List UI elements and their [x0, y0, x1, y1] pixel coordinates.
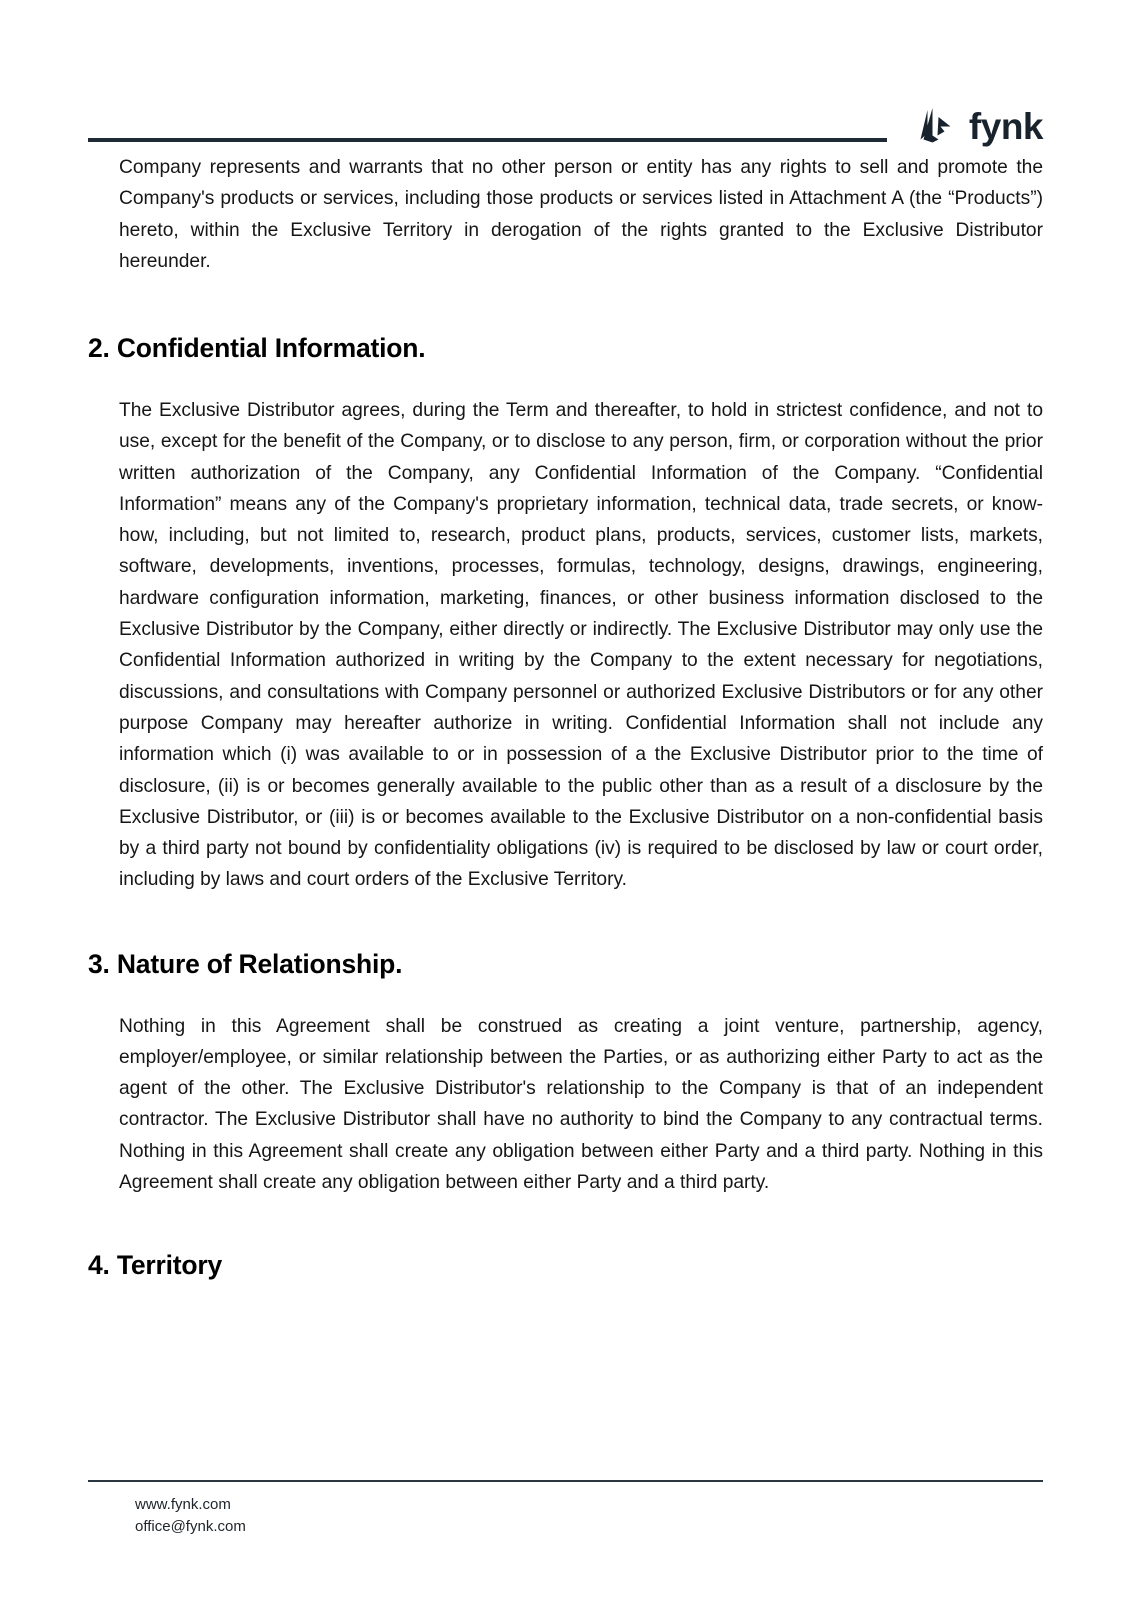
- page-footer: [88, 1480, 1043, 1538]
- spacer: [88, 277, 1043, 333]
- page-header: [0, 98, 1131, 158]
- section-heading-territory: 4. Territory: [88, 1250, 223, 1281]
- origami-bird-icon: [913, 106, 959, 146]
- document-body: [0, 152, 1131, 1282]
- section-heading-confidential-information: 2. Confidential Information.: [88, 333, 426, 364]
- brand-wordmark: fynk: [968, 105, 1043, 147]
- spacer: [88, 981, 1043, 1011]
- section-body-nature-of-relationship: Nothing in this Agreement shall be construed as creating a joint venture, partnership, agency, employer/employee, or similar relationship between the Parties, or as authorizing either Party to act as the agent of the other. The Exclusive Distributor's relationship to the Company is that of an independent contractor. The Exclusive Distributor shall have no authority to bind the Company to any contractual terms. Nothing in this Agreement shall create any obligation between either Party and a third party. Nothing in this Agreement shall create any obligation between either Party and a third party.: [119, 1015, 1043, 1194]
- header-divider-line: [88, 138, 887, 142]
- spacer: [88, 1198, 1043, 1250]
- section-body-confidential-information: The Exclusive Distributor agrees, during the Term and thereafter, to hold in strictest confidence, and not to use, except for the benefit of the Company, or to disclose to any person, firm, or corporation without the prior written authorization of the Company, any Confidential Information of the Company. “Confidential Information” means any of the Company's proprietary information, technical data, trade secrets, or know-how, including, but not limited to, research, product plans, products, services, customer lists, markets, software, developments, inventions, processes, formulas, technology, designs, drawings, engineering, hardware configuration information, marketing, finances, or other business information disclosed to the Exclusive Distributor by the Company, either directly or indirectly. The Exclusive Distributor may only use the Confidential Information authorized in writing by the Company to the extent necessary for negotiations, discussions, and consultations with Company personnel or authorized Exclusive Distributors or for any other purpose Company may hereafter authorize in writing. Confidential Information shall not include any information which (i) was available to or in possession of a the Exclusive Distributor prior to the time of disclosure, (ii) is or becomes generally available to the public other than as a result of a disclosure by the Exclusive Distributor, or (iii) is or becomes available to the Exclusive Distributor on a non-confidential basis by a third party not bound by confidentiality obligations (iv) is required to be disclosed by law or court order, including by laws and court orders of the Exclusive Territory.: [119, 399, 1043, 891]
- footer-contact: [88, 1482, 1043, 1538]
- section-heading-nature-of-relationship: 3. Nature of Relationship.: [88, 948, 403, 979]
- brand-logo: [913, 106, 1043, 146]
- spacer: [88, 365, 1043, 395]
- footer-website[interactable]: www.fynk.com: [135, 1496, 231, 1513]
- intro-paragraph: Company represents and warrants that no other person or entity has any rights to sell and promote the Company's products or services, including those products or services listed in Attachment A (the “Products”) hereto, within the Exclusive Territory in derogation of the rights granted to the Exclusive Distributor hereunder.: [119, 157, 1043, 272]
- spacer: [88, 896, 1043, 949]
- footer-email[interactable]: office@fynk.com: [135, 1518, 246, 1535]
